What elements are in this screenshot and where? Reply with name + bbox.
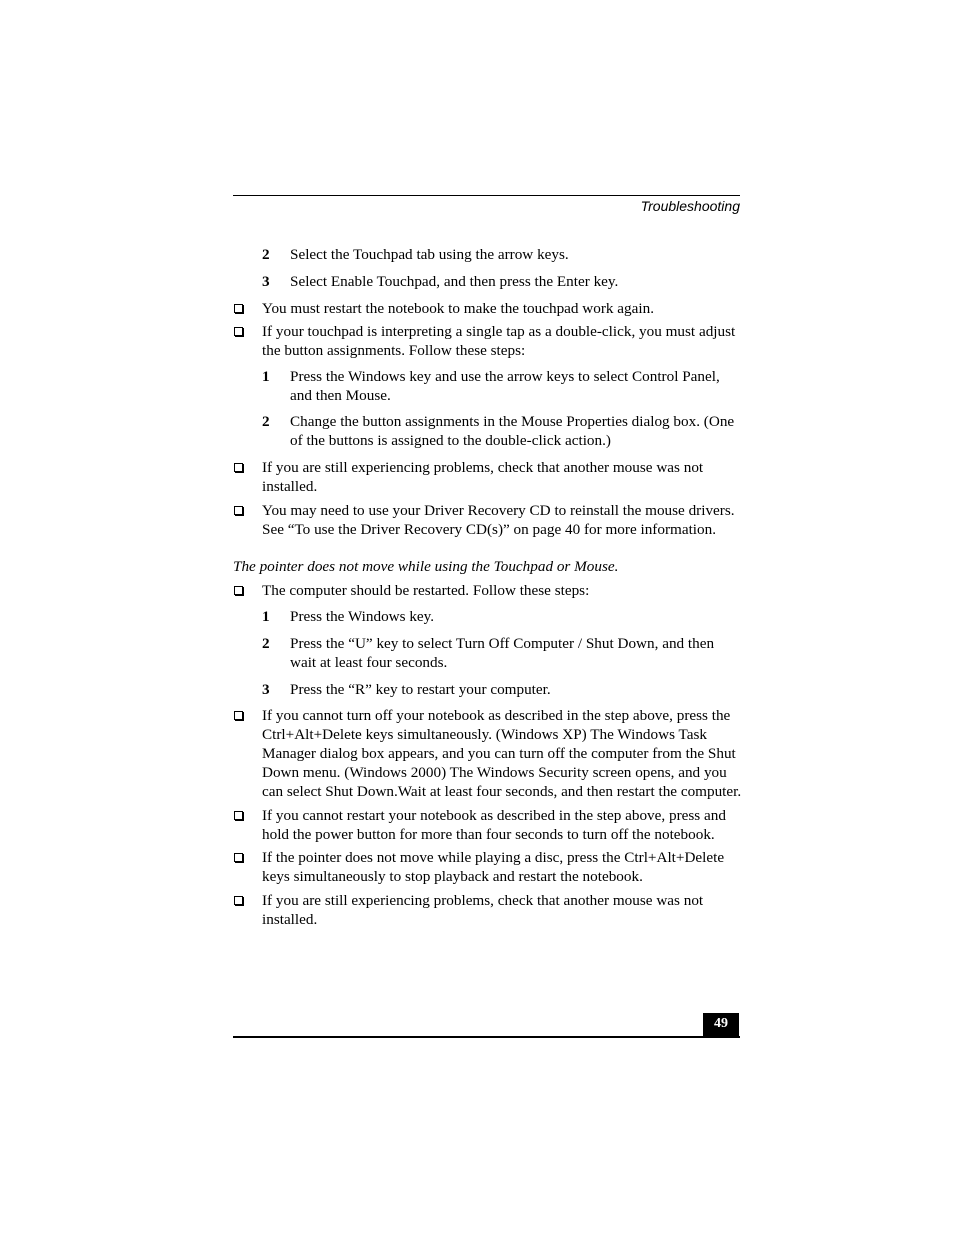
step-text: Press the Windows key and use the arrow keys to select Control Panel, and then Mouse. (290, 368, 720, 404)
bullet-item (233, 848, 743, 886)
step-text: Change the button assignments in the Mouse Properties dialog box. (One of the buttons is assigned to the double-click action.) (290, 413, 735, 449)
step-number: 2 (262, 413, 270, 430)
bullet-text: If your touchpad is interpreting a single tap as a double-click, you must adjust the button assignments. Follow these steps: (262, 323, 736, 359)
bullet-item (233, 581, 743, 600)
bullet-text: If you are still experiencing problems, check that another mouse was not installed. (262, 459, 704, 495)
bullet-item (233, 891, 743, 929)
step-number: 1 (262, 368, 270, 385)
step-text: Select the Touchpad tab using the arrow keys. (290, 246, 569, 263)
bullet-text: If the pointer does not move while playing a disc, press the Ctrl+Alt+Delete keys simultaneously to stop playback and restart the notebook. (262, 849, 725, 885)
step-number: 1 (262, 608, 270, 625)
checkbox-bullet-icon (234, 896, 243, 905)
page-content (233, 245, 743, 929)
checkbox-bullet-icon (234, 463, 243, 472)
bullet-text: The computer should be restarted. Follow these steps: (262, 582, 590, 599)
bullet-item (233, 806, 743, 844)
checkbox-bullet-icon (234, 506, 243, 515)
step-item (233, 607, 743, 626)
step-text: Press the Windows key. (290, 608, 435, 625)
step-number: 2 (262, 635, 270, 652)
header-rule (233, 195, 740, 196)
running-header: Troubleshooting (640, 198, 740, 214)
step-item (233, 680, 743, 699)
bullet-text: If you are still experiencing problems, check that another mouse was not installed. (262, 892, 704, 928)
checkbox-bullet-icon (234, 853, 243, 862)
bullet-text: If you cannot turn off your notebook as described in the step above, press the Ctrl+Alt+Delete keys simultaneously. (Windows XP) The Windows Task Manager dialog box appears, and you can turn off the computer from the Shut Down menu. (Windows 2000) The Windows Security screen opens, and you can select Shut Down.Wait at least four seconds, and then restart the computer. (262, 707, 742, 800)
step-item (233, 272, 743, 291)
bullet-item (233, 299, 743, 318)
step-number: 3 (262, 681, 270, 698)
step-item (233, 634, 743, 672)
checkbox-bullet-icon (234, 327, 243, 336)
step-text: Select Enable Touchpad, and then press the Enter key. (290, 273, 619, 290)
step-text: Press the “R” key to restart your computer. (290, 681, 551, 698)
step-text: Press the “U” key to select Turn Off Computer / Shut Down, and then wait at least four seconds. (290, 635, 715, 671)
footer-rule (233, 1036, 740, 1038)
bullet-text: You may need to use your Driver Recovery CD to reinstall the mouse drivers. See “To use the Driver Recovery CD(s)” on page 40 for more information. (262, 502, 735, 538)
bullet-text: If you cannot restart your notebook as described in the step above, press and hold the power button for more than four seconds to turn off the notebook. (262, 807, 726, 843)
checkbox-bullet-icon (234, 711, 243, 720)
bullet-text: You must restart the notebook to make the touchpad work again. (262, 300, 654, 317)
step-number: 2 (262, 246, 270, 263)
checkbox-bullet-icon (234, 304, 243, 313)
step-item (233, 245, 743, 264)
bullet-item (233, 322, 743, 360)
step-item (233, 412, 743, 450)
bullet-item (233, 458, 743, 496)
step-number: 3 (262, 273, 270, 290)
bullet-item (233, 706, 743, 801)
bullet-item (233, 501, 743, 539)
checkbox-bullet-icon (234, 811, 243, 820)
step-item (233, 367, 743, 405)
checkbox-bullet-icon (234, 586, 243, 595)
page-number-badge: 49 (703, 1013, 739, 1037)
section-heading: The pointer does not move while using the Touchpad or Mouse. (233, 558, 619, 575)
